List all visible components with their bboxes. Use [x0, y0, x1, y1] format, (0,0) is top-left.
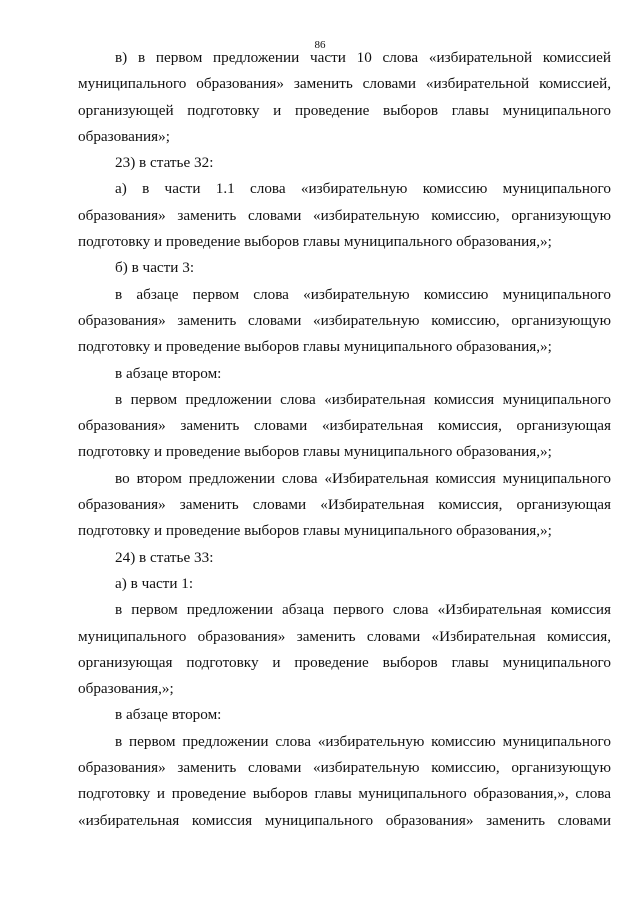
paragraph-first-abzac: в абзаце первом слова «избирательную комиссию муниципального образования» заменить словами «избирательную комиссию, организующую подготовку и проведение выборов главы муниципального образования,»; [78, 285, 611, 356]
paragraph-v-part-10: в) в первом предложении части 10 слова «избирательной комиссией муниципального образования» заменить словами «избирательной комиссией, организующей подготовку и проведение выборов главы муниципального образования»; [78, 49, 611, 145]
paragraph-a-part-1: а) в части 1: [115, 574, 194, 592]
paragraph-second-sentence: во втором предложении слова «Избирательная комиссия муниципального образования» заменить словами «Избирательная комиссия, организующая подготовку и проведение выборов главы муниципального образования,»; [78, 469, 611, 540]
paragraph-b-part-3: б) в части 3: [115, 259, 195, 277]
paragraph-first-sentence: в первом предложении слова «избирательная комиссия муниципального образования» заменить словами «избирательная комиссия, организующая подготовку и проведение выборов главы муниципального образования,»; [78, 390, 611, 461]
paragraph-second-abzac-heading-2: в абзаце втором: [115, 706, 222, 724]
paragraph-a-part-1-1: а) в части 1.1 слова «избирательную комиссию муниципального образования» заменить словами «избирательную комиссию, организующую подготовку и проведение выборов главы муниципального образования,»; [78, 180, 611, 251]
paragraph-item-23: 23) в статье 32: [115, 154, 214, 172]
page-number: 86 [314, 39, 326, 51]
paragraph-second-abzac-heading: в абзаце втором: [115, 364, 222, 382]
paragraph-first-abzac-first-sentence: в первом предложении абзаца первого слова «Избирательная комиссия муниципального образования» заменить словами «Избирательная комиссия, организующая подготовку и проведение выборов главы муниципального образования,»; [78, 601, 611, 698]
paragraph-item-24: 24) в статье 33: [115, 548, 214, 566]
document-body [78, 45, 611, 834]
paragraph-continued: в первом предложении слова «избирательную комиссию муниципального образования» заменить словами «избирательную комиссию, организующую подготовку и проведение выборов главы муниципального образования,», слова «избирательная комиссия муниципального образования» заменить словами [78, 732, 611, 829]
